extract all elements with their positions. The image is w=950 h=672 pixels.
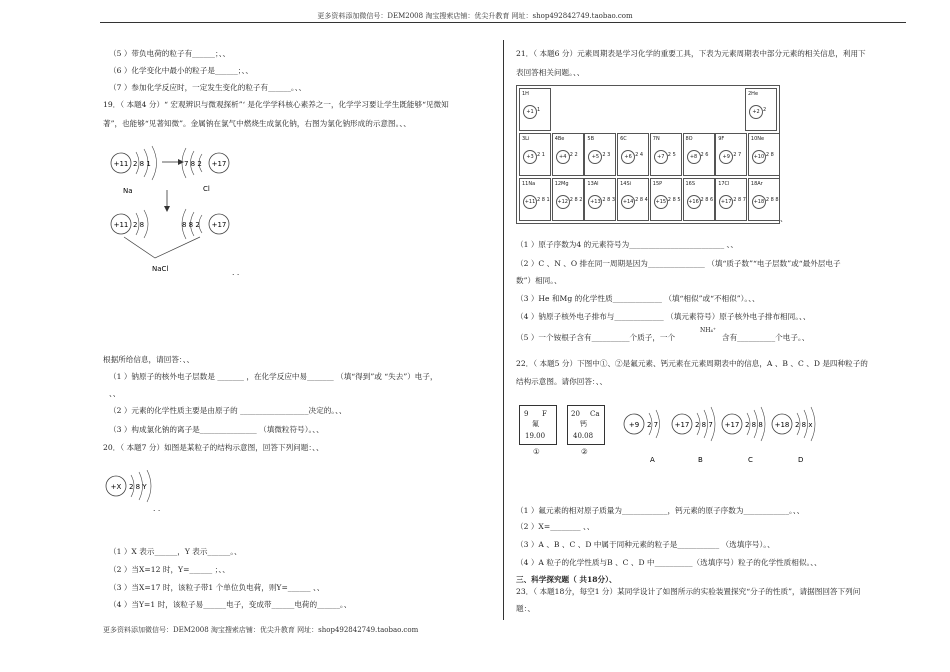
na-ion-shells: 2 8 bbox=[133, 221, 145, 229]
q22-3: （3 ）A 、B 、C 、D 中属于同种元素的粒子是___________ （选填序号）。、 bbox=[516, 540, 775, 549]
pt-cell-c bbox=[617, 133, 649, 176]
ca-number: 20 bbox=[571, 410, 580, 418]
pt-symbol: 15P bbox=[652, 181, 663, 187]
cl-shells: 7 8 2 bbox=[184, 160, 202, 168]
q19-1: （1 ）钠原子的核外电子层数是 _______ ，在化学反应中易_______ （填“得到”或 “失去”）电子， bbox=[109, 372, 438, 381]
q22-stem-line1: 22．（ 本题5 分）下图中①、②是氟元素、钙元素在元素周期表中的信息，A 、B 、C 、D 是四种粒子的 bbox=[516, 359, 868, 368]
pt-cell-n bbox=[650, 133, 682, 176]
q21-stem-line1: 21．（ 本题6 分）元素周期表是学习化学的重要工具，下表为元素周期表中部分元素的相关信息，利用下 bbox=[516, 49, 866, 58]
particle-nucleus: +X bbox=[110, 483, 122, 491]
pt-shells: 2 8 5 bbox=[667, 197, 681, 203]
pt-symbol: 8O bbox=[685, 136, 693, 142]
ca-symbol: Ca bbox=[590, 410, 600, 418]
pt-nucleus: +13 bbox=[588, 195, 602, 209]
pt-nucleus: +6 bbox=[621, 150, 635, 164]
pt-cell-ar bbox=[748, 178, 780, 221]
q22-1: （1 ）氟元素的相对原子质量为____________，钙元素的原子序数为____________。、、 bbox=[516, 506, 805, 515]
pt-shells: 2 2 bbox=[569, 152, 578, 158]
pt-shells: 2 8 2 bbox=[569, 197, 583, 203]
nacl-formation-diagram bbox=[100, 140, 260, 280]
f-number: 9 bbox=[524, 410, 529, 418]
atom-c-nucleus: +17 bbox=[724, 421, 740, 429]
pt-symbol: 9F bbox=[718, 136, 725, 142]
cl-nucleus: +17 bbox=[211, 160, 227, 168]
atom-a-nucleus: +9 bbox=[628, 421, 640, 429]
pt-shells: 2 8 8 bbox=[765, 197, 779, 203]
particle-structure-diagram bbox=[104, 470, 174, 510]
q18-5: （5 ）带负电荷的粒子有______；、、 bbox=[109, 49, 231, 58]
pt-symbol: 16S bbox=[685, 181, 696, 187]
diagram-mark-2: . . bbox=[153, 504, 161, 513]
pt-symbol: 6C bbox=[620, 136, 627, 142]
pt-nucleus: +15 bbox=[654, 195, 668, 209]
na-shells: 2 8 1 bbox=[133, 160, 151, 168]
pt-nucleus: +9 bbox=[719, 150, 733, 164]
pt-nucleus: +11 bbox=[523, 195, 537, 209]
q22-2: （2 ）X=________ 、、 bbox=[516, 522, 595, 531]
calcium-box bbox=[567, 405, 605, 445]
pt-nucleus: +5 bbox=[588, 150, 602, 164]
pt-nucleus: +10 bbox=[752, 150, 766, 164]
q21-2-cont: 数”）相同。、 bbox=[516, 276, 562, 285]
atom-a-shells: 2 7 bbox=[647, 421, 659, 429]
pt-shells: 2 7 bbox=[733, 152, 742, 158]
ca-name: 钙 bbox=[580, 420, 587, 428]
cl-ion-shells: 8 8 2 bbox=[182, 221, 200, 229]
atom-d-shells: 2 8 x bbox=[795, 421, 813, 429]
section-3-title: 三、科学探究题（ 共18分）、 bbox=[516, 575, 617, 584]
pt-cell-h: 1H +1 1 bbox=[519, 88, 551, 131]
q21-stem-line2: 表回答相关问题。、、 bbox=[516, 68, 585, 77]
table-mark: 、 bbox=[780, 214, 788, 223]
pt-nucleus: +4 bbox=[556, 150, 570, 164]
q20-4: （4 ）当Y=1 时，该粒子易______电子，变成带______电荷的______。、 bbox=[109, 600, 352, 609]
pt-shells: 2 8 3 bbox=[602, 197, 616, 203]
cl-label: Cl bbox=[203, 185, 210, 193]
atom-b-shells: 2 8 7 bbox=[695, 421, 713, 429]
pt-shells: 2 5 bbox=[667, 152, 676, 158]
q20-3: （3 ）当X=17 时，该粒子带1 个单位负电荷，则Y=______ 、、 bbox=[109, 583, 325, 592]
q23-stem-line1: 23．（ 本题18分，每空1 分）某同学设计了如图所示的实验装置探究“分子的性质”，请据图回答下列问 bbox=[516, 587, 861, 596]
q19-1-cont: 、、 bbox=[109, 389, 121, 398]
pt-nucleus: +18 bbox=[752, 195, 766, 209]
pt-shells: 2 4 bbox=[635, 152, 644, 158]
particle-diagrams-abcd bbox=[622, 396, 832, 468]
ca-mass: 40.08 bbox=[573, 432, 594, 440]
pt-cell-al bbox=[584, 178, 616, 221]
header-divider bbox=[100, 22, 906, 23]
q23-stem-line2: 题：、 bbox=[516, 604, 535, 613]
q22-4: （4 ）A 粒子的化学性质与B 、C 、D 中__________（选填序号）粒子的化学性质相似。、、 bbox=[516, 558, 822, 567]
pt-symbol: 14Si bbox=[620, 181, 632, 187]
pt-nucleus: +14 bbox=[621, 195, 635, 209]
atom-c-label: C bbox=[748, 456, 753, 464]
pt-symbol: 7N bbox=[652, 136, 660, 142]
pt-cell-be bbox=[552, 133, 584, 176]
pt-shells: 2 8 1 bbox=[537, 197, 550, 203]
pt-symbol: 13Al bbox=[587, 181, 599, 187]
atom-a-label: A bbox=[650, 456, 655, 464]
pt-cell-cl bbox=[715, 178, 747, 221]
column-divider bbox=[503, 40, 504, 620]
q19-3: （3 ）构成氯化钠的离子是_______________ （填微粒符号）。、、 bbox=[109, 425, 324, 434]
pt-shells: 2 8 bbox=[765, 152, 774, 158]
ca-tag: ② bbox=[581, 447, 588, 456]
q19-2: （2 ）元素的化学性质主要是由原子的 __________________决定的。、、 bbox=[109, 406, 347, 415]
ammonium-formula: NH₄⁺ bbox=[700, 327, 717, 334]
q21-5-cont: 含有__________个电子。、 bbox=[722, 333, 810, 342]
na-label: Na bbox=[123, 187, 133, 195]
pt-nucleus: +16 bbox=[687, 195, 701, 209]
cl-ion-nucleus: +17 bbox=[211, 221, 227, 229]
atom-d-label: D bbox=[798, 456, 804, 464]
pt-cell-he: 2He +2 2 bbox=[745, 88, 777, 131]
pt-cell-p bbox=[650, 178, 682, 221]
pt-shells: 2 8 7 bbox=[733, 197, 746, 203]
pt-cell-o bbox=[683, 133, 715, 176]
pt-cell-ne bbox=[748, 133, 780, 176]
pt-cell-b bbox=[584, 133, 616, 176]
pt-symbol: 10Ne bbox=[750, 136, 765, 142]
q19-intro: 根据所给信息，请回答：、、 bbox=[103, 355, 195, 364]
q22-stem-line2: 结构示意图。请你回答：、、 bbox=[516, 377, 608, 386]
q20-stem: 20．（ 本题7 分）如图是某粒子的结构示意图，回答下列问题：、、 bbox=[103, 443, 324, 452]
q18-6: （6 ）化学变化中最小的粒子是______；、、 bbox=[109, 66, 253, 75]
atom-b-label: B bbox=[698, 456, 703, 464]
pt-nucleus: +3 bbox=[523, 150, 537, 164]
pt-cell-si bbox=[617, 178, 649, 221]
pt-shells: 2 8 4 bbox=[635, 197, 648, 203]
pt-symbol: 12Mg bbox=[554, 181, 569, 187]
q19-stem-line1: 19．（ 本题4 分）“ 宏观辨识与微观探析”‘ 是化学学科核心素养之一，化学学习要让学生既能够“见微知 bbox=[103, 100, 449, 109]
periodic-table bbox=[516, 85, 780, 224]
q21-1: （1 ）原子序数为4 的元素符号为_________________________ 、、 bbox=[516, 240, 738, 249]
q21-2: （2 ）C 、N 、O 排在同一周期是因为_______________ （填“质子数”“电子层数”或“最外层电子 bbox=[516, 259, 841, 268]
diagram-mark: . . bbox=[232, 268, 240, 277]
pt-shells: 2 1 bbox=[537, 152, 545, 158]
pt-symbol: 11Na bbox=[522, 181, 536, 187]
particle-shells: 2 8 Y bbox=[129, 483, 147, 491]
pt-cell-f bbox=[715, 133, 747, 176]
pt-shells: 2 6 bbox=[700, 152, 709, 158]
atom-d-nucleus: +18 bbox=[774, 421, 790, 429]
q18-7: （7 ）参加化学反应时，一定发生变化的粒子有______。、、 bbox=[109, 83, 307, 92]
f-tag: ① bbox=[533, 447, 540, 456]
fluorine-box bbox=[519, 405, 557, 445]
atom-b-nucleus: +17 bbox=[674, 421, 690, 429]
f-symbol: F bbox=[542, 410, 547, 418]
pt-nucleus: +8 bbox=[687, 150, 701, 164]
q20-2: （2 ）当X=12 时，Y=______ ；、、 bbox=[109, 565, 230, 574]
pt-cell-li bbox=[519, 133, 551, 176]
pt-nucleus: +7 bbox=[654, 150, 668, 164]
q20-1: （1 ）X 表示______，Y 表示______。、 bbox=[109, 547, 242, 556]
f-name: 氟 bbox=[532, 420, 539, 428]
atom-c-shells: 2 8 8 bbox=[745, 421, 763, 429]
q19-stem-line2: 著”，也能够“见著知微”。金属钠在氯气中燃烧生成氯化钠，右图为氯化钠形成的示意图。、、 bbox=[103, 119, 411, 128]
pt-symbol: 3Li bbox=[522, 136, 530, 142]
na-ion-nucleus: +11 bbox=[113, 221, 129, 229]
pt-symbol: 5B bbox=[587, 136, 595, 142]
pt-symbol: 17Cl bbox=[718, 181, 730, 187]
pt-cell-s bbox=[683, 178, 715, 221]
na-nucleus: +11 bbox=[113, 160, 129, 168]
pt-symbol: 4Be bbox=[554, 136, 565, 142]
q21-5: （5 ）一个铵根子含有__________个质子，一个 bbox=[516, 333, 676, 342]
pt-cell-na bbox=[519, 178, 551, 221]
f-mass: 19.00 bbox=[525, 432, 546, 440]
q21-4: （4 ）钠原子核外电子排布与_____________ （填元素符号）原子核外电子排布相同。、、 bbox=[516, 312, 811, 321]
nacl-label: NaCl bbox=[152, 265, 169, 273]
pt-symbol: 18Ar bbox=[750, 181, 763, 187]
pt-shells: 2 8 6 bbox=[700, 197, 714, 203]
pt-shells: 2 3 bbox=[602, 152, 611, 158]
pt-nucleus: +17 bbox=[719, 195, 733, 209]
q21-3: （3 ）He 和Mg 的化学性质_____________ （填“相似”或“不相似”）。、、 bbox=[516, 294, 760, 303]
page-header: 更多资料添加微信号：DEM2008 淘宝搜索店铺：优尖升教育 网址：shop492842749.taobao.com bbox=[317, 12, 633, 20]
pt-nucleus: +12 bbox=[556, 195, 570, 209]
page-footer: 更多资料添加微信号：DEM2008 淘宝搜索店铺：优尖升教育 网址：shop492842749.taobao.com bbox=[103, 626, 419, 634]
pt-cell-mg bbox=[552, 178, 584, 221]
